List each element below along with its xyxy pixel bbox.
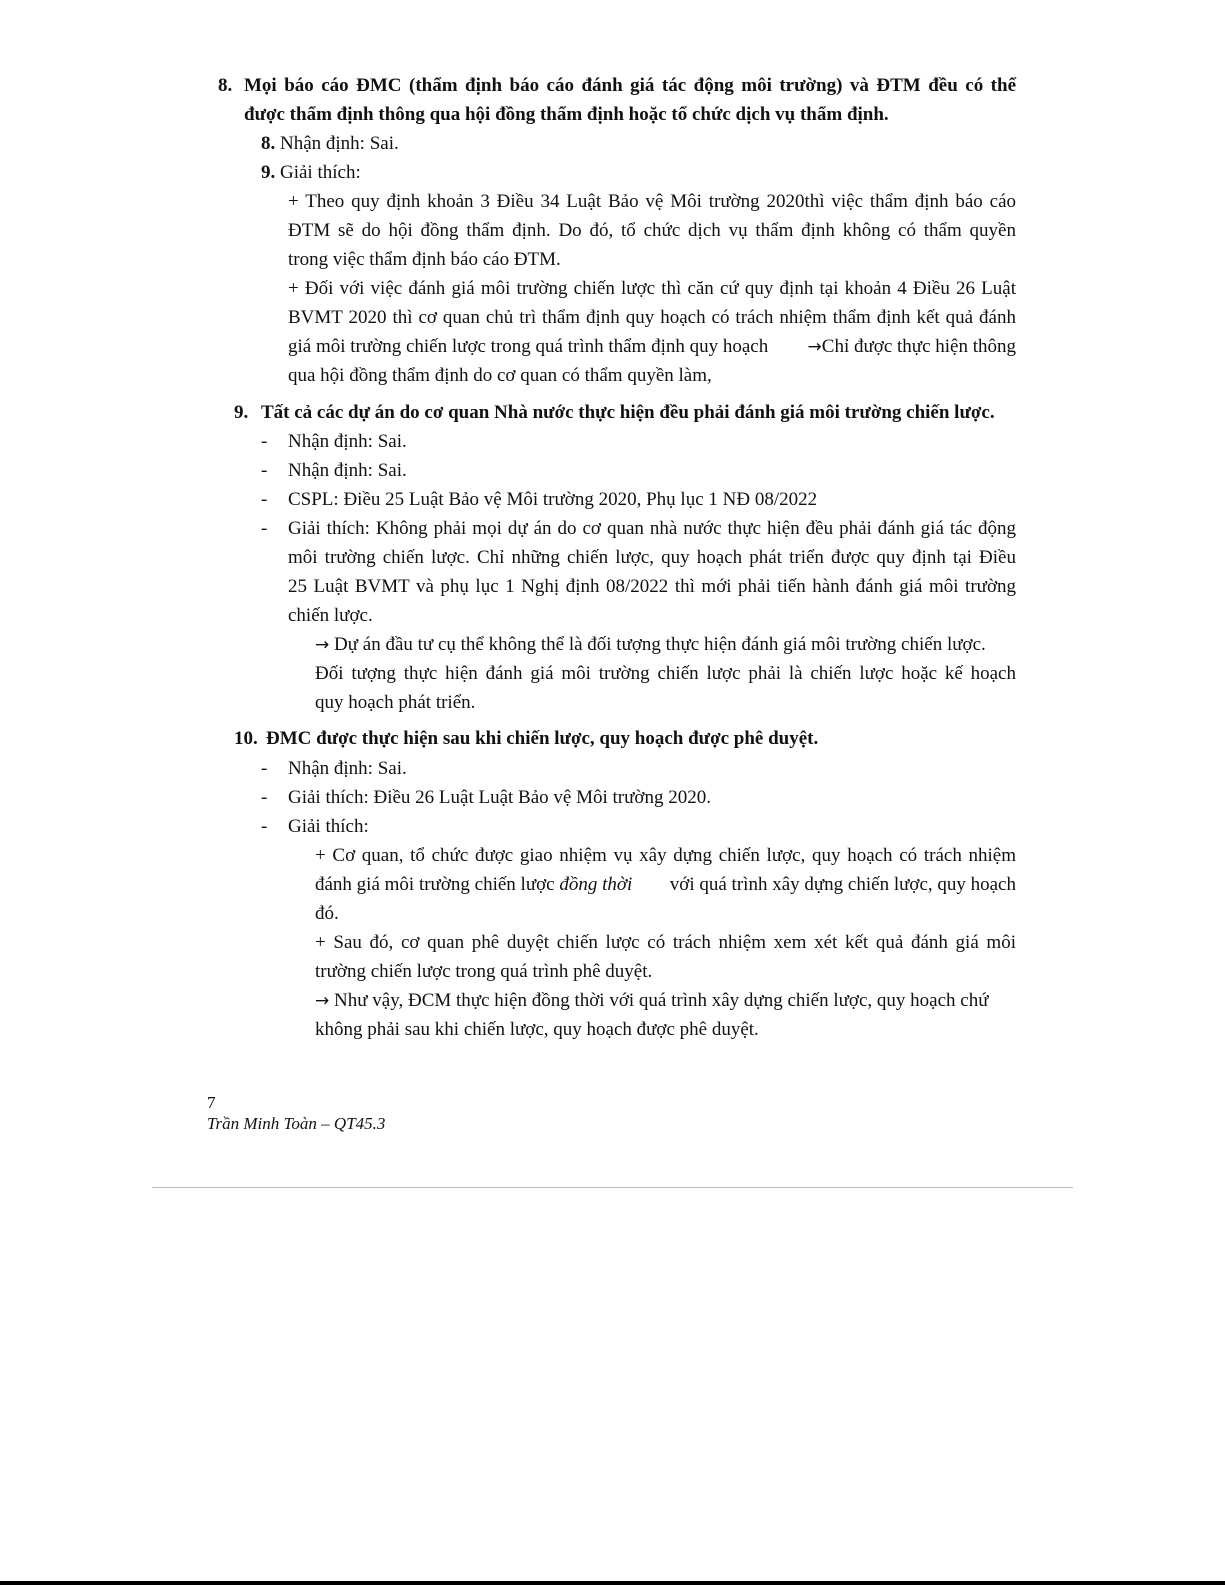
q9-conclusion-line-3: quy hoạch phát triển. — [315, 692, 476, 713]
q8-explanation-2-line-4: qua hội đồng thẩm định do cơ quan có thẩm quyền làm, — [288, 365, 712, 386]
q8-explanation-2-line-2: BVMT 2020 thì cơ quan chủ trì thẩm định quy hoạch có trách nhiệm thẩm định kết quả đánh — [288, 307, 1016, 328]
q9-bullet-4-marker: - — [261, 518, 268, 539]
page-number: 7 — [207, 1093, 216, 1112]
q10-explanation-2-line-1: + Sau đó, cơ quan phê duyệt chiến lược có trách nhiệm xem xét kết quả đánh giá môi — [315, 932, 1016, 953]
q8-item-8-number: 8. — [261, 133, 276, 154]
right-arrow-icon: → — [315, 635, 330, 655]
q9-bullet-2-marker: - — [261, 460, 268, 481]
q10-bullet-3: Giải thích: — [288, 816, 369, 837]
bottom-edge-bar — [0, 1581, 1225, 1585]
q8-explanation-2-line-3-start: giá môi trường chiến lược trong quá trình thẩm định quy hoạch — [288, 336, 773, 357]
q10-conclusion-line-2: không phải sau khi chiến lược, quy hoạch được phê duyệt. — [315, 1019, 759, 1040]
q10-bullet-1: Nhận định: Sai. — [288, 758, 407, 779]
q9-conclusion-line-2: Đối tượng thực hiện đánh giá môi trường chiến lược phải là chiến lược hoặc kế hoạch — [315, 663, 1016, 684]
q10-title: ĐMC được thực hiện sau khi chiến lược, quy hoạch được phê duyệt. — [266, 728, 819, 749]
q8-item-9-text: Giải thích: — [280, 162, 361, 183]
q9-bullet-1: Nhận định: Sai. — [288, 431, 407, 452]
q8-explanation-2-line-3 — [288, 335, 1016, 359]
page-divider — [152, 1187, 1073, 1188]
footer-author: Trần Minh Toàn – QT45.3 — [207, 1114, 386, 1133]
q9-conclusion-line-1 — [315, 633, 1016, 657]
q10-explanation-1-line-1: + Cơ quan, tổ chức được giao nhiệm vụ xây dựng chiến lược, quy hoạch có trách nhiệm — [315, 845, 1016, 866]
q10-number: 10. — [234, 728, 258, 749]
q10-explanation-1-line-2-end: với quá trình xây dựng chiến lược, quy hoạch — [665, 874, 1016, 895]
q8-item-9 — [261, 161, 361, 185]
right-arrow-icon: → — [807, 337, 822, 357]
q8-explanation-1-line-2: ĐTM sẽ do hội đồng thẩm định. Do đó, tổ chức dịch vụ thẩm định không có thẩm quyền — [288, 220, 1016, 241]
q8-explanation-1-line-3: trong việc thẩm định báo cáo ĐTM. — [288, 249, 561, 270]
q8-item-8 — [261, 132, 399, 156]
right-arrow-icon: → — [315, 991, 330, 1011]
q9-bullet-4-line-4: chiến lược. — [288, 605, 373, 626]
q8-number: 8. — [218, 75, 233, 96]
q10-bullet-2: Giải thích: Điều 26 Luật Luật Bảo vệ Môi trường 2020. — [288, 787, 711, 808]
q9-bullet-4-line-3: 25 Luật BVMT và phụ lục 1 Nghị định 08/2022 thì mới phải tiến hành đánh giá môi trường — [288, 576, 1016, 597]
q9-conclusion-line-1-text: Dự án đầu tư cụ thể không thể là đối tượng thực hiện đánh giá môi trường chiến lược. — [329, 634, 986, 655]
q10-explanation-1-line-3: đó. — [315, 903, 339, 924]
q8-explanation-1-line-1: + Theo quy định khoản 3 Điều 34 Luật Bảo vệ Môi trường 2020thì việc thẩm định báo cáo — [288, 191, 1016, 212]
q10-conclusion-line-1 — [315, 989, 1016, 1013]
q10-explanation-2-line-2: trường chiến lược trong quá trình phê duyệt. — [315, 961, 653, 982]
q10-emphasis: đồng thời — [559, 874, 633, 895]
q9-number: 9. — [234, 402, 249, 423]
q9-title: Tất cả các dự án do cơ quan Nhà nước thực hiện đều phải đánh giá môi trường chiến lược. — [261, 402, 995, 423]
q9-bullet-3-marker: - — [261, 489, 268, 510]
q8-item-8-text: Nhận định: Sai. — [280, 133, 399, 154]
q10-explanation-1-line-2-start: đánh giá môi trường chiến lược — [315, 874, 560, 895]
q8-explanation-2-line-1: + Đối với việc đánh giá môi trường chiến lược thì căn cứ quy định tại khoản 4 Điều 26 Luật — [288, 278, 1016, 299]
q10-conclusion-line-1-text: Như vậy, ĐCM thực hiện đồng thời với quá trình xây dựng chiến lược, quy hoạch chứ — [329, 990, 989, 1011]
q10-bullet-1-marker: - — [261, 758, 268, 779]
q10-bullet-3-marker: - — [261, 816, 268, 837]
q10-bullet-2-marker: - — [261, 787, 268, 808]
q10-explanation-1-line-2 — [315, 873, 1016, 897]
q9-bullet-1-marker: - — [261, 431, 268, 452]
q8-item-9-number: 9. — [261, 162, 276, 183]
q9-bullet-4-line-1: Giải thích: Không phải mọi dự án do cơ quan nhà nước thực hiện đều phải đánh giá tác động — [288, 518, 1016, 539]
q8-explanation-2-line-3-end: Chỉ được thực hiện thông — [821, 336, 1016, 357]
q9-bullet-2: Nhận định: Sai. — [288, 460, 407, 481]
q8-title-line-2: được thẩm định thông qua hội đồng thẩm định hoặc tổ chức dịch vụ thẩm định. — [244, 104, 889, 125]
q9-bullet-4-line-2: môi trường chiến lược. Chỉ những chiến lược, quy hoạch phát triển được quy định tại Điều — [288, 547, 1016, 568]
q9-bullet-3: CSPL: Điều 25 Luật Bảo vệ Môi trường 2020, Phụ lục 1 NĐ 08/2022 — [288, 489, 818, 510]
q8-title-line-1: Mọi báo cáo ĐMC (thẩm định báo cáo đánh giá tác động môi trường) và ĐTM đều có thể — [244, 75, 1016, 96]
